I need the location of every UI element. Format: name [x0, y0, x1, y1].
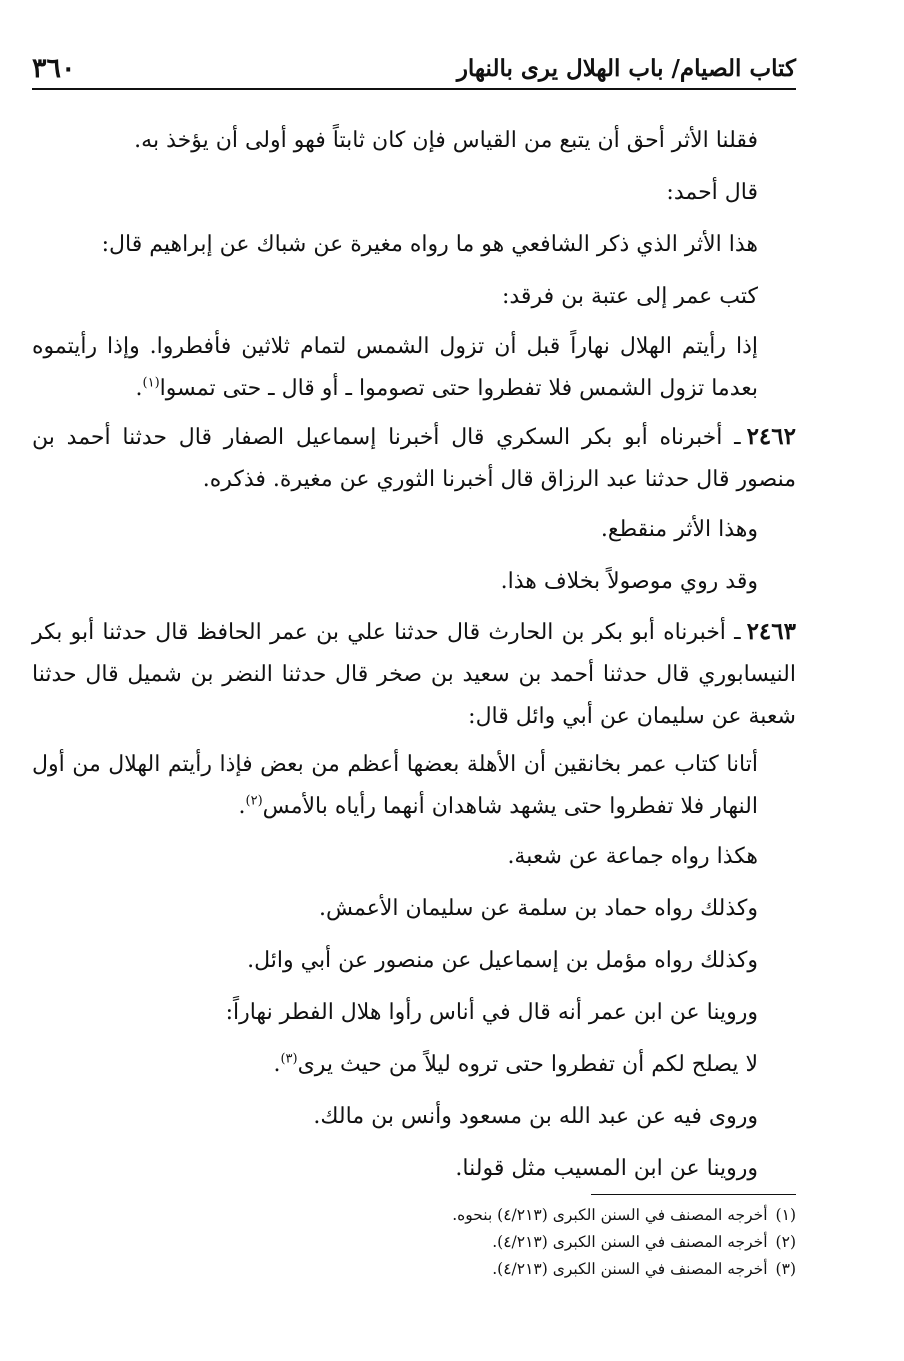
paragraph: وكذلك رواه مؤمل بن إسماعيل عن منصور عن أبي وائل.	[247, 948, 758, 973]
paragraph: وقد روي موصولاً بخلاف هذا.	[500, 569, 758, 594]
hadith-number: ٢٤٦٢	[746, 423, 796, 450]
paragraph-text: أتانا كتاب عمر بخانقين أن الأهلة بعضها أعظم من بعض فإذا رأيتم الهلال من أول النهار فلا تفطروا حتى يشهد شاهدان أنهما رأياه بالأمس	[32, 752, 758, 819]
footnotes	[32, 1202, 796, 1283]
book-page	[24, 0, 796, 1361]
running-header	[32, 48, 796, 88]
main-text	[32, 118, 796, 1198]
footnote-number: (٣)	[775, 1260, 796, 1278]
hadith-number: ٢٤٦٣	[746, 618, 796, 645]
paragraph: وهذا الأثر منقطع.	[600, 517, 758, 542]
paragraph: كتب عمر إلى عتبة بن فرقد:	[501, 284, 758, 309]
paragraph: وروينا عن ابن عمر أنه قال في أناس رأوا هلال الفطر نهاراً:	[225, 1000, 758, 1025]
footnote-marker[interactable]: (٢)	[245, 793, 263, 809]
paragraph-with-footnote	[32, 326, 796, 410]
hadith-text: ـ أخبرناه أبو بكر بن الحارث قال حدثنا علي بن عمر الحافظ قال حدثنا أبو بكر النيسابوري قال حدثنا أحمد بن سعيد بن صخر قال حدثنا النضر بن شميل قال حدثنا شعبة عن سليمان عن أبي وائل قال:	[32, 620, 796, 729]
header-rule	[32, 88, 796, 90]
paragraph: وكذلك رواه حماد بن سلمة عن سليمان الأعمش.	[318, 896, 758, 921]
hadith-2462	[32, 416, 796, 501]
paragraph-with-footnote	[32, 1042, 796, 1088]
paragraph: هكذا رواه جماعة عن شعبة.	[507, 844, 758, 869]
footnote	[32, 1202, 796, 1229]
paragraph: قال أحمد:	[666, 180, 758, 205]
footnote-text: أخرجه المصنف في السنن الكبرى (٤/٢١٣).	[492, 1233, 768, 1251]
paragraph-end: .	[238, 794, 246, 819]
footnote-marker[interactable]: (٣)	[280, 1051, 298, 1067]
hadith-text: ـ أخبرناه أبو بكر السكري قال أخبرنا إسماعيل الصفار قال حدثنا أحمد بن منصور قال حدثنا عبد الرزاق قال أخبرنا الثوري عن مغيرة. فذكره.	[32, 425, 796, 492]
paragraph: هذا الأثر الذي ذكر الشافعي هو ما رواه مغيرة عن شباك عن إبراهيم قال:	[101, 232, 758, 257]
paragraph-text: لا يصلح لكم أن تفطروا حتى تروه ليلاً من حيث يرى	[297, 1052, 758, 1077]
footnote	[32, 1256, 796, 1283]
footnote-number: (٢)	[775, 1233, 796, 1251]
footnote-separator	[591, 1194, 796, 1195]
page-number: ٣٦٠	[32, 52, 76, 84]
paragraph-end: .	[273, 1052, 281, 1077]
chapter-title: كتاب الصيام/ باب الهلال يرى بالنهار	[456, 54, 796, 82]
paragraph: وروينا عن ابن المسيب مثل قولنا.	[455, 1156, 758, 1181]
paragraph-text: إذا رأيتم الهلال نهاراً قبل أن تزول الشمس لتمام ثلاثين فأفطروا. وإذا رأيتموه بعدما تزول الشمس فلا تفطروا حتى تصوموا ـ أو قال ـ حتى تمسوا	[32, 334, 758, 401]
paragraph-end: .	[135, 376, 143, 401]
paragraph-with-footnote	[32, 744, 796, 828]
footnote-number: (١)	[775, 1206, 796, 1224]
footnote-text: أخرجه المصنف في السنن الكبرى (٤/٢١٣) بنحوه.	[452, 1206, 768, 1224]
hadith-2463	[32, 611, 796, 738]
footnote-text: أخرجه المصنف في السنن الكبرى (٤/٢١٣).	[492, 1260, 768, 1278]
footnote	[32, 1229, 796, 1256]
paragraph: وروى فيه عن عبد الله بن مسعود وأنس بن مالك.	[313, 1104, 758, 1129]
footnote-marker[interactable]: (١)	[142, 375, 160, 391]
paragraph: فقلنا الأثر أحق أن يتبع من القياس فإن كان ثابتاً فهو أولى أن يؤخذ به.	[134, 128, 758, 153]
